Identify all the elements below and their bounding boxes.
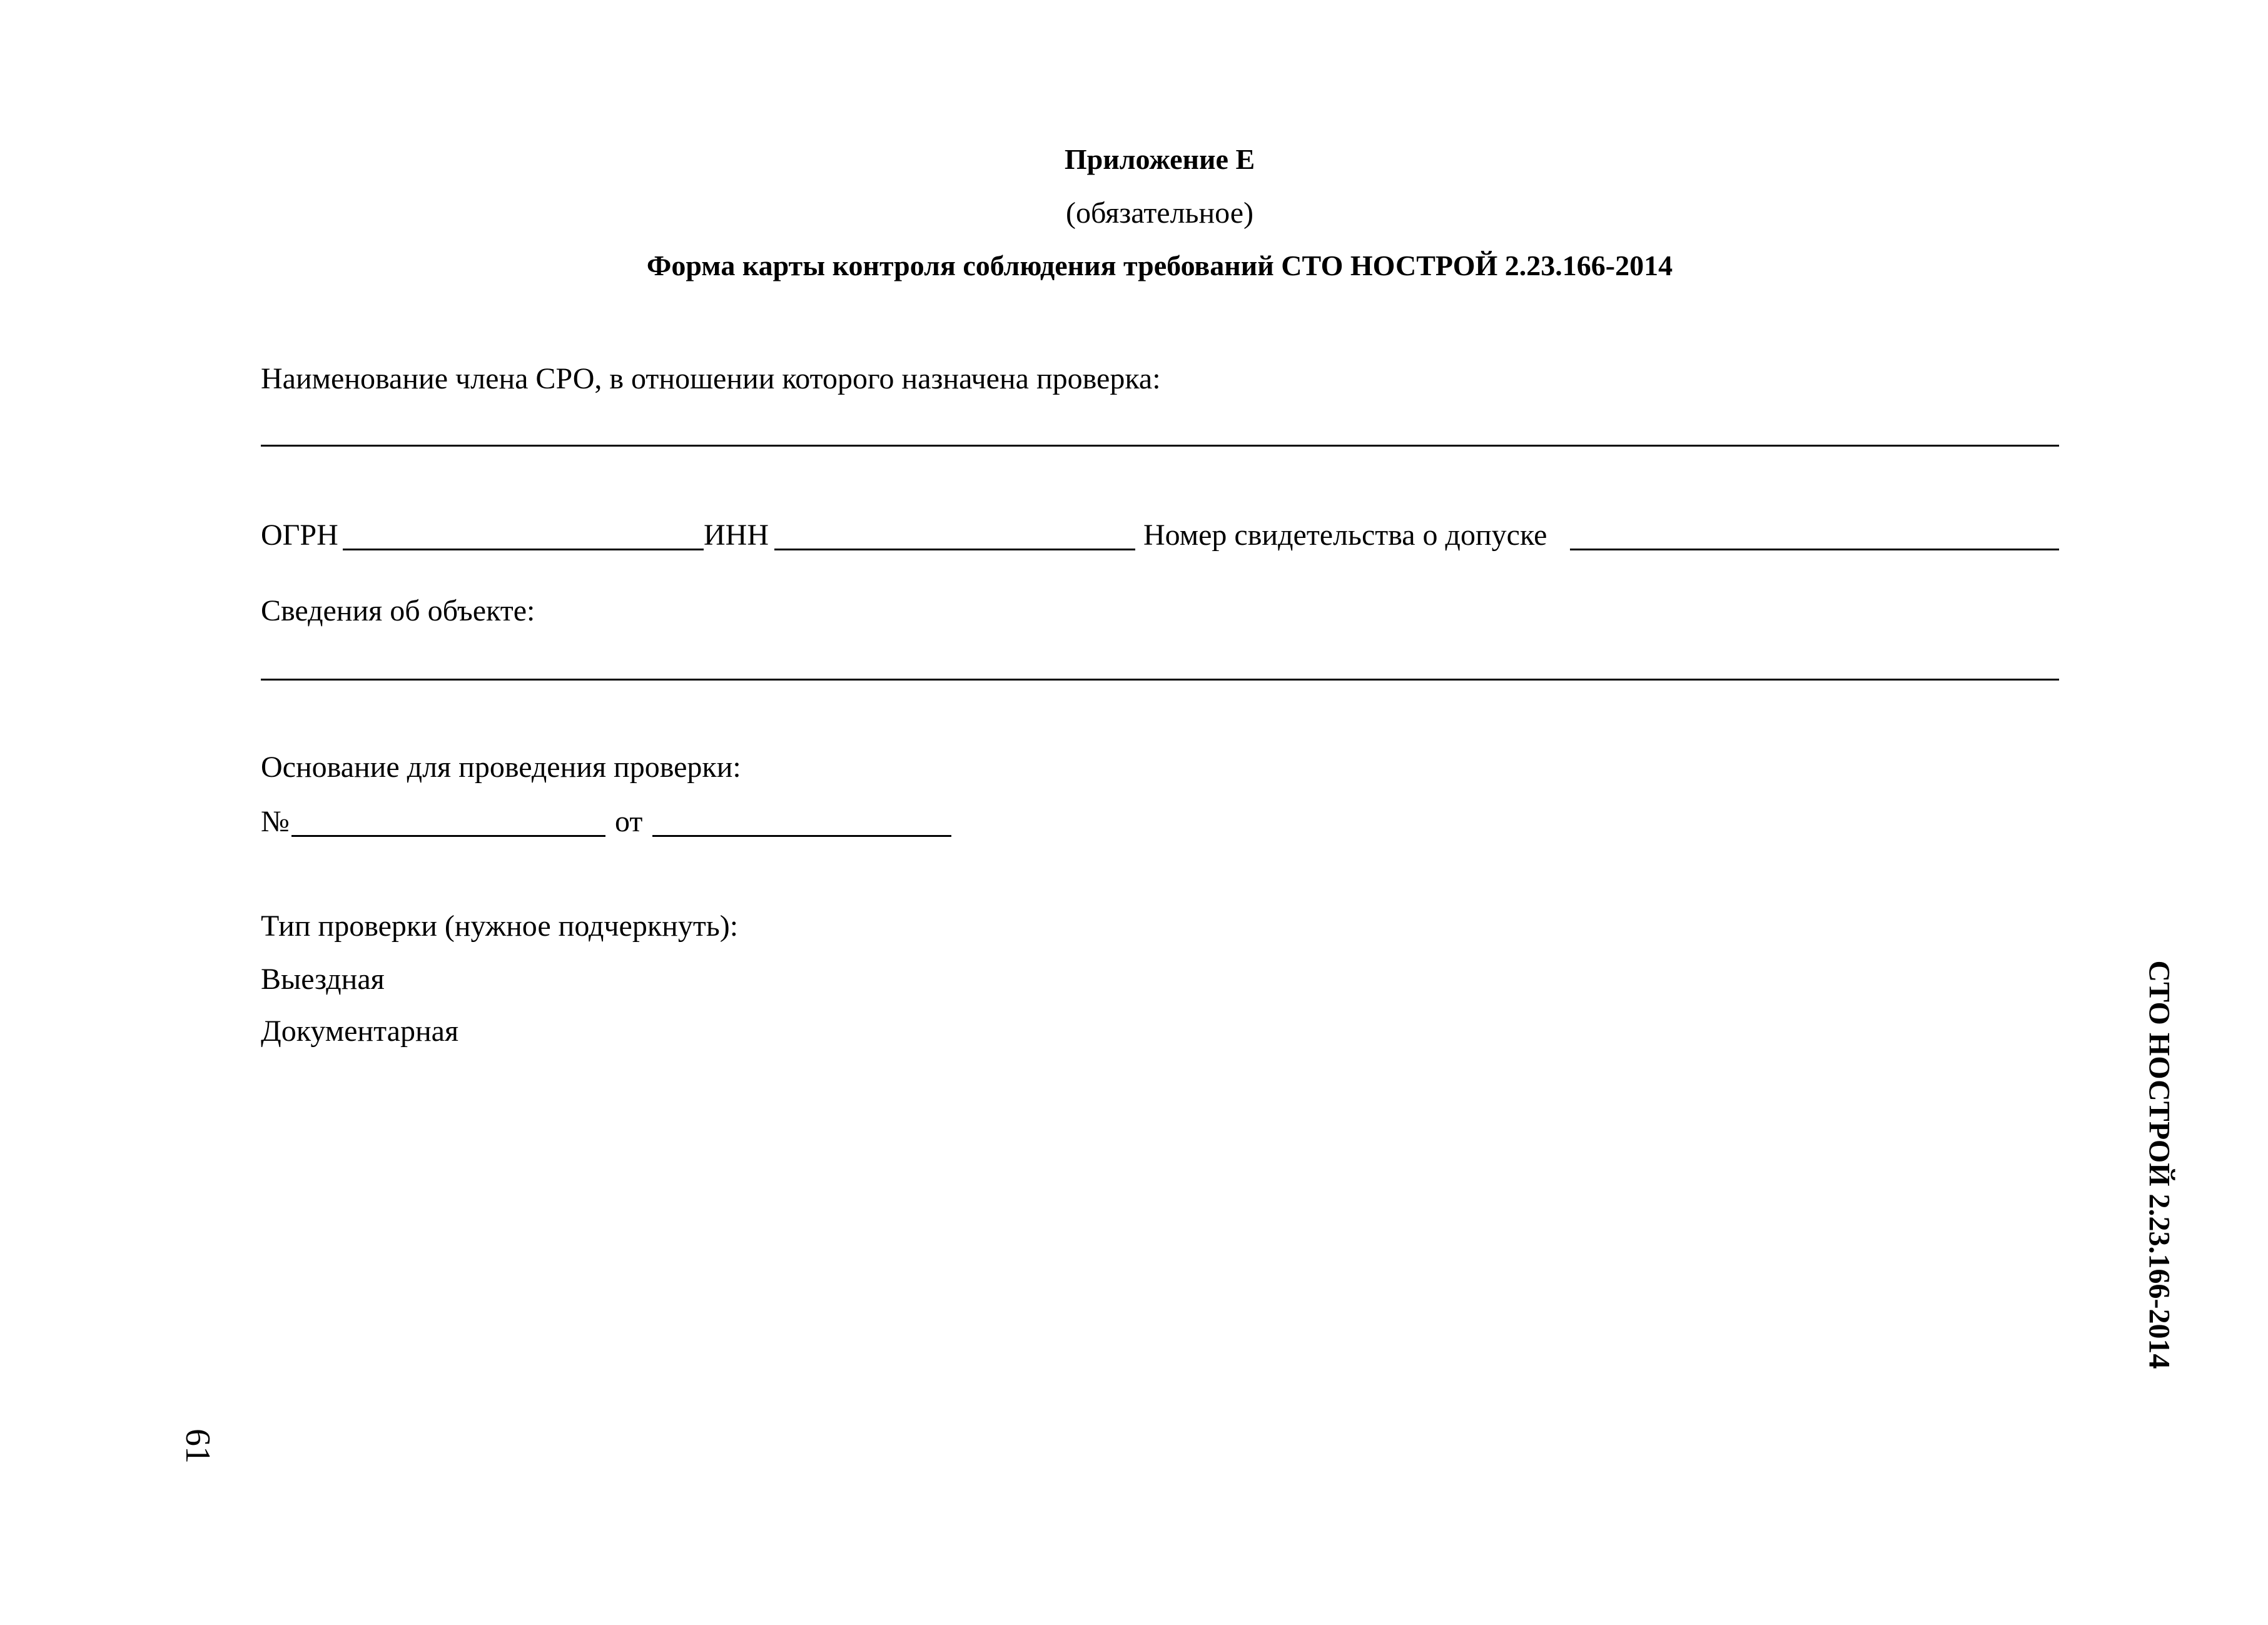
inn-input-line[interactable] [774, 549, 1135, 550]
date-from-label: от [615, 805, 643, 838]
check-type-label: Тип проверки (нужное подчеркнуть): [261, 909, 739, 943]
member-name-input-line[interactable] [261, 445, 2059, 447]
certificate-input-line[interactable] [1570, 549, 2059, 550]
ogrn-label: ОГРН [261, 519, 338, 552]
number-sign: № [261, 805, 290, 838]
check-type-option-onsite[interactable]: Выездная [261, 963, 385, 996]
object-info-label: Сведения об объекте: [261, 594, 535, 627]
basis-number-input-line[interactable] [291, 835, 605, 837]
certificate-label: Номер свидетельства о допуске [1143, 519, 1547, 552]
appendix-status: (обязательное) [1066, 196, 1253, 230]
basis-date-input-line[interactable] [652, 835, 951, 837]
page-number: 61 [178, 1429, 217, 1464]
object-info-input-line[interactable] [261, 679, 2059, 681]
check-type-option-documentary[interactable]: Документарная [261, 1015, 459, 1048]
side-document-code: СТО НОСТРОЙ 2.23.166-2014 [2142, 960, 2176, 1369]
member-name-label: Наименование члена СРО, в отношении которого назначена проверка: [261, 362, 1161, 395]
form-title: Форма карты контроля соблюдения требований СТО НОСТРОЙ 2.23.166-2014 [646, 250, 1673, 281]
appendix-title: Приложение Е [1064, 143, 1255, 175]
ogrn-input-line[interactable] [343, 549, 704, 550]
inn-label: ИНН [704, 519, 769, 552]
basis-label: Основание для проведения проверки: [261, 751, 741, 784]
